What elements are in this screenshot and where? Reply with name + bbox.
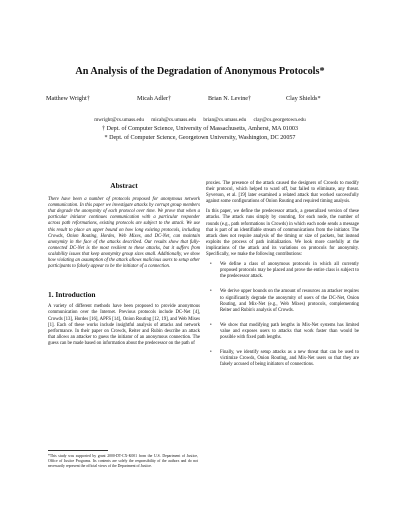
bullet-icon: • bbox=[210, 289, 212, 295]
body-paragraph: In this paper, we define the predecessor attack, a generalized version of these attacks. The attack runs simply by counting, for each node, the number of rounds (e.g., path reformations in Crowds) in which each node sends a message that is part of an identifiable stream of communications from the initiator. The attack does not require analysis of the timing or size of packets, but instead exploits the process of path initialization. We look more carefully at the implications of the attack and its variations on protocols for anonymity. Specifically, we make the following contributions: bbox=[206, 209, 359, 258]
list-item bbox=[206, 350, 359, 368]
footnote-rule bbox=[48, 450, 108, 451]
abstract-text: There have been a number of protocols proposed for anonymous network communication. In this paper we investigate attacks by corrupt group members that degrade the anonymity of each protocol over time. We prove that when a particular initiator continues communication with a particular responder across path reformations, existing protocols are subject to the attack. We use this result to place an upper bound on how long existing protocols, including Crowds, Onion Routing, Hordes, Web Mixes, and DC-Net, can maintain anonymity in the face of the attacks described. Our results show that fully-connected DC-Net is the most resilient to these attacks, but it suffers from scalability issues that keep anonymity group sizes small. Additionally, we show how violating an assumption of the attack allows malicious users to setup other participants to falsely appear to be the initiator of a connection. bbox=[48, 197, 200, 270]
list-item bbox=[206, 323, 359, 341]
contribution-list bbox=[206, 262, 359, 368]
author-name: Micah Adler† bbox=[137, 95, 172, 102]
author-list bbox=[46, 95, 356, 107]
abstract-heading: Abstract bbox=[110, 181, 138, 190]
bullet-icon: • bbox=[210, 322, 212, 328]
author-name: Brian N. Levine† bbox=[208, 95, 252, 102]
list-item-text: We show that modifying path lengths in Mix-Net systems has limited value and exposes users to attacks that work faster than would be possible with fixed path lengths. bbox=[220, 322, 359, 340]
author-name: Clay Shields* bbox=[286, 95, 321, 102]
author-name: Matthew Wright† bbox=[46, 95, 90, 102]
bullet-icon: • bbox=[210, 350, 212, 356]
list-item-text: We define a class of anonymous protocols in which all currently proposed protocols may be placed and prove the entire class is subject to the predecessor attack. bbox=[220, 262, 359, 280]
body-paragraph: proxies. The presence of the attack caused the designers of Crowds to modify their protocol, which helped to ward off, but failed to eliminate, any threat. Syverson, et al. [19] later examined a related attack that worked successfully against some configurations of Onion Routing and required timing analysis. bbox=[206, 181, 359, 205]
bullet-icon: • bbox=[210, 262, 212, 268]
right-column bbox=[206, 181, 359, 377]
author-emails: mwright@cs.umass.edu micah@cs.umass.edu brian@cs.umass.edu clay@cs.georgetown.edu bbox=[94, 117, 306, 123]
introduction-heading: 1. Introduction bbox=[48, 290, 96, 300]
affiliation-georgetown: * Dept. of Computer Science, Georgetown University, Washington, DC 20057 bbox=[104, 135, 296, 141]
affiliation-umass: † Dept. of Computer Science, University of Massachusetts, Amherst, MA 01003 bbox=[102, 126, 298, 132]
introduction-paragraph: A variety of different methods have been proposed to provide anonymous communication over the Internet. Previous protocols include DC-Net [4], Crowds [13], Hordes [16], APFS [14], Onion Routing [12, 19], and Web Mixes [1]. Each of these works include insightful analysis of attacks and network performance. In their paper on Crowds, Reiter and Rubin describe an attack that allows an attacker to guess the initiator of an anonymous connection. The guess can be made based on information about the predecessor on the path of bbox=[48, 304, 200, 346]
list-item bbox=[206, 289, 359, 313]
list-item-text: Finally, we identify setup attacks as a new threat that can be used to victimize Crowds, Onion Routing, and Mix-Net users so that they are falsely accused of being initiators of connections. bbox=[220, 350, 359, 368]
footnote: *This study was supported by grant 2000-DT-CX-K001 from the U.S. Department of Justice, Office of Justice Programs. Its contents are solely the responsibility of the authors and do not necessarily represent the official views of the Department of Justice. bbox=[48, 454, 198, 468]
paper-title: An Analysis of the Degradation of Anonymous Protocols* bbox=[75, 66, 325, 77]
left-column bbox=[48, 181, 200, 351]
list-item bbox=[206, 262, 359, 280]
list-item-text: We derive upper bounds on the amount of resources an attacker requires to significantly degrade the anonymity of users of the DC-Net, Onion Routing, and Mix-Net (e.g., Web Mixes) protocols, complementing Reiter and Rubin's analysis of Crowds. bbox=[220, 289, 359, 313]
